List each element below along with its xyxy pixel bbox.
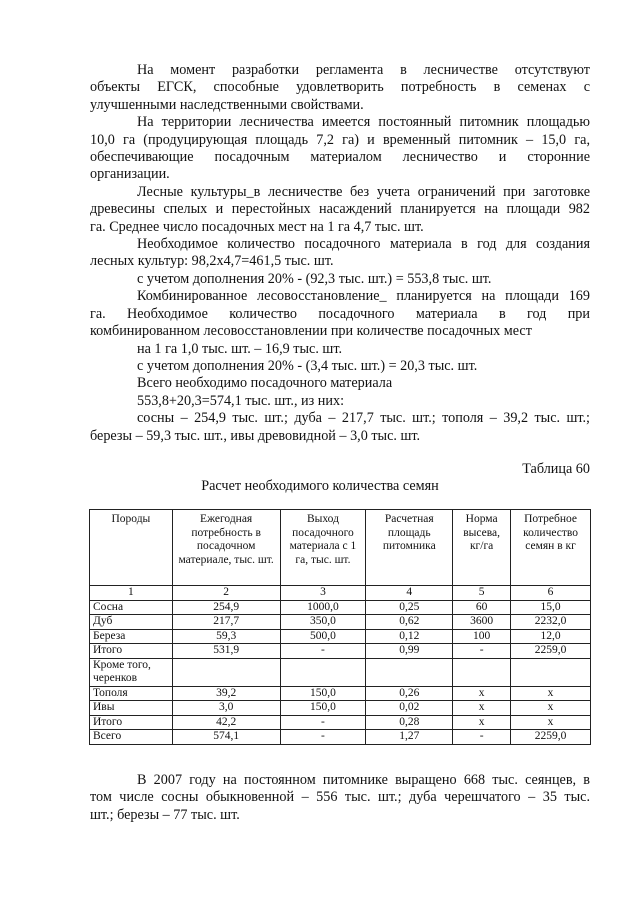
table-row <box>90 686 591 701</box>
cell-species: Всего <box>90 730 173 745</box>
cell: 217,7 <box>172 615 280 630</box>
header-sowing-rate: Норма высева, кг/га <box>453 510 511 586</box>
paragraph-nursery-line-3: обеспечивающие посадочным материалом лесничество и сторонние <box>90 149 590 166</box>
header-species: Породы <box>90 510 173 586</box>
cell: 2232,0 <box>511 615 591 630</box>
table-row <box>90 658 591 686</box>
paragraph-forest-crops-line-2: древесины спелых и перестойных насаждений планируется на площади 982 <box>90 201 590 218</box>
table-title: Расчет необходимого количества семян <box>201 478 439 494</box>
cell: - <box>453 644 511 659</box>
paragraph-combined-line-3: комбинированном лесовосстановлении при количестве посадочных мест <box>90 323 532 340</box>
paragraph-combined-line-2: га. Необходимое количество посадочного материала в год при <box>90 305 590 322</box>
paragraph-forest-crops-line-3: га. Среднее число посадочных мест на 1 га 4,7 тыс. шт. <box>90 218 424 235</box>
paragraph-material-line-2: лесных культур: 98,2х4,7=461,5 тыс. шт. <box>90 253 334 270</box>
cell: 254,9 <box>172 600 280 615</box>
cell-species: Береза <box>90 629 173 644</box>
cell <box>280 658 366 686</box>
body-text <box>90 62 590 445</box>
cell: 2259,0 <box>511 644 591 659</box>
cell: 531,9 <box>172 644 280 659</box>
cell: 574,1 <box>172 730 280 745</box>
paragraph-per-ha: на 1 га 1,0 тыс. шт. – 16,9 тыс. шт. <box>137 340 343 357</box>
cell: 15,0 <box>511 600 591 615</box>
cell: - <box>280 715 366 730</box>
paragraph-forest-crops-line-1: Лесные культуры_в лесничестве без учета ограничений при заготовке <box>137 183 590 200</box>
seed-requirement-table <box>89 509 591 745</box>
paragraph-combined-line-1: Комбинированное лесовосстановление_ планируется на площади 169 <box>137 288 590 305</box>
cell-species: Тополя <box>90 686 173 701</box>
table-header-row <box>90 510 591 586</box>
cell: 350,0 <box>280 615 366 630</box>
cell-species: Сосна <box>90 600 173 615</box>
col-number: 3 <box>280 586 366 601</box>
cell: 500,0 <box>280 629 366 644</box>
cell-species: Итого <box>90 715 173 730</box>
paragraph-material-line-1: Необходимое количество посадочного материала в год для создания <box>137 236 590 253</box>
cell: 2259,0 <box>511 730 591 745</box>
cell: 0,99 <box>366 644 453 659</box>
table-row <box>90 600 591 615</box>
cell: х <box>511 701 591 716</box>
cell-species: Ивы <box>90 701 173 716</box>
closing-line-2: том числе сосны обыкновенной – 556 тыс. шт.; дуба черешчатого – 35 тыс. <box>90 789 590 806</box>
table-row <box>90 644 591 659</box>
paragraph-egsk-line-1: На момент разработки регламента в лесничестве отсутствуют <box>137 62 590 78</box>
cell: 60 <box>453 600 511 615</box>
cell: х <box>453 715 511 730</box>
paragraph-total-sum: 553,8+20,3=574,1 тыс. шт., из них: <box>137 392 345 409</box>
cell <box>453 658 511 686</box>
cell: - <box>280 644 366 659</box>
table-row <box>90 715 591 730</box>
cell: х <box>453 701 511 716</box>
closing-line-3: шт.; березы – 77 тыс. шт. <box>90 806 240 823</box>
cell: 0,28 <box>366 715 453 730</box>
cell: 0,12 <box>366 629 453 644</box>
cell: 1000,0 <box>280 600 366 615</box>
paragraph-nursery-line-1: На территории лесничества имеется постоянный питомник площадью <box>137 114 590 131</box>
closing-line-1: В 2007 году на постоянном питомнике выращено 668 тыс. сеянцев, в <box>137 772 590 788</box>
cell: 1,27 <box>366 730 453 745</box>
cell: 150,0 <box>280 701 366 716</box>
cell: 12,0 <box>511 629 591 644</box>
table-row <box>90 730 591 745</box>
closing-paragraph <box>90 772 590 824</box>
cell: 0,25 <box>366 600 453 615</box>
cell: 150,0 <box>280 686 366 701</box>
header-annual-need: Ежегодная потребность в посадочном материале, тыс. шт. <box>172 510 280 586</box>
cell: 100 <box>453 629 511 644</box>
header-seed-need: Потребное количество семян в кг <box>511 510 591 586</box>
cell-species: Итого <box>90 644 173 659</box>
cell: 3600 <box>453 615 511 630</box>
cell: 42,2 <box>172 715 280 730</box>
cell: - <box>280 730 366 745</box>
cell: 0,26 <box>366 686 453 701</box>
paragraph-nursery-line-2: 10,0 га (продуцирующая площадь 7,2 га) и временный питомник – 15,0 га, <box>90 131 590 148</box>
table-label: Таблица 60 <box>522 461 590 477</box>
cell: х <box>511 686 591 701</box>
paragraph-supplement-1: с учетом дополнения 20% - (92,3 тыс. шт.) = 553,8 тыс. шт. <box>137 270 492 287</box>
paragraph-total-needed: Всего необходимо посадочного материала <box>137 375 393 392</box>
table-row <box>90 629 591 644</box>
column-number-row <box>90 586 591 601</box>
cell: - <box>453 730 511 745</box>
cell: 3,0 <box>172 701 280 716</box>
cell <box>511 658 591 686</box>
cell <box>366 658 453 686</box>
cell: 39,2 <box>172 686 280 701</box>
header-yield: Выход посадочного материала с 1 га, тыс. шт. <box>280 510 366 586</box>
paragraph-egsk-line-2: объекты ЕГСК, способные удовлетворить потребность в семенах с <box>90 79 590 96</box>
cell: 0,02 <box>366 701 453 716</box>
cell-species: Кроме того, черенков <box>90 658 173 686</box>
header-nursery-area: Расчетная площадь питомника <box>366 510 453 586</box>
col-number: 6 <box>511 586 591 601</box>
cell: х <box>511 715 591 730</box>
paragraph-species-line-1: сосны – 254,9 тыс. шт.; дуба – 217,7 тыс. шт.; тополя – 39,2 тыс. шт.; <box>137 410 590 427</box>
col-number: 2 <box>172 586 280 601</box>
paragraph-species-line-2: березы – 59,3 тыс. шт., ивы древовидной – 3,0 тыс. шт. <box>90 427 421 444</box>
paragraph-nursery-line-4: организации. <box>90 166 170 183</box>
cell: 59,3 <box>172 629 280 644</box>
cell: 0,62 <box>366 615 453 630</box>
col-number: 4 <box>366 586 453 601</box>
col-number: 5 <box>453 586 511 601</box>
cell: х <box>453 686 511 701</box>
paragraph-supplement-2: с учетом дополнения 20% - (3,4 тыс. шт.) = 20,3 тыс. шт. <box>137 357 478 374</box>
col-number: 1 <box>90 586 173 601</box>
table-row <box>90 615 591 630</box>
cell <box>172 658 280 686</box>
cell-species: Дуб <box>90 615 173 630</box>
table-row <box>90 701 591 716</box>
paragraph-egsk-line-3: улучшенными наследственными свойствами. <box>90 96 364 113</box>
